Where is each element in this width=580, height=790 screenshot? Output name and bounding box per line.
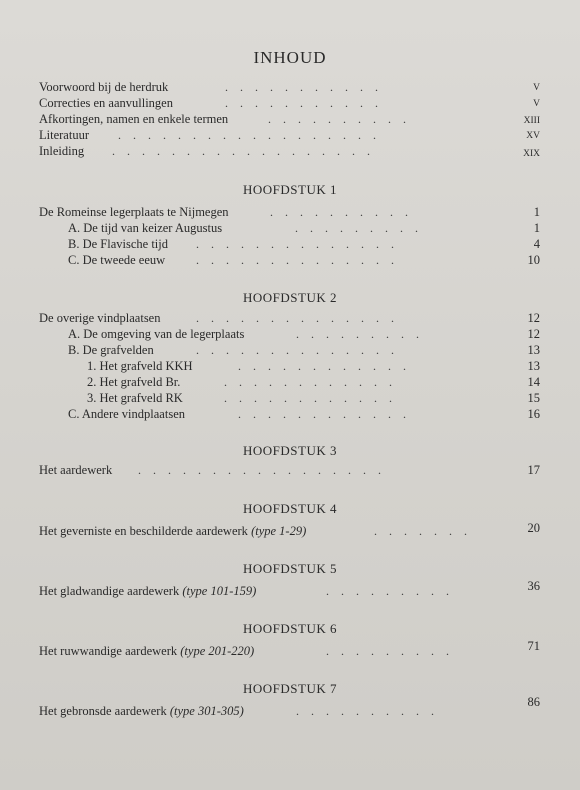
- leader-dots: . . . . . . . . . .: [296, 704, 434, 718]
- leader-dots: . . . . . . . . .: [295, 221, 418, 235]
- chapter-heading-6: HOOFDSTUK 6: [243, 621, 337, 636]
- toc-entry: [0, 463, 580, 481]
- leader-dots: . . . . . . . . . . .: [225, 80, 378, 94]
- leader-dots: . . . . . . . . . . . . . . . . . .: [118, 128, 376, 142]
- leader-dots: . . . . . . . . . . . . . .: [196, 343, 394, 357]
- toc-entry-page: 36: [527, 579, 540, 593]
- chapter-heading-4: HOOFDSTUK 4: [243, 501, 337, 516]
- toc-entry-page: V: [533, 83, 540, 93]
- leader-dots: . . . . . . . . . .: [268, 112, 406, 126]
- page-title: INHOUD: [253, 48, 327, 67]
- toc-entry-page: 17: [527, 463, 540, 477]
- leader-dots: . . . . . . . . . . . .: [238, 407, 406, 421]
- toc-entry-label: C. De tweede eeuw: [68, 253, 166, 267]
- chapter-heading-7: HOOFDSTUK 7: [243, 681, 337, 696]
- toc-entry-label: [39, 704, 244, 719]
- leader-dots: . . . . . . . . . . .: [225, 96, 378, 110]
- toc-entry-page: 13: [527, 343, 540, 357]
- toc-entry-title: Het gebronsde aardewerk: [39, 704, 167, 718]
- toc-entry: [0, 579, 580, 602]
- toc-entry-title: Het geverniste en beschilderde aardewerk: [39, 524, 248, 538]
- toc-entry-label: B. De Flavische tijd: [68, 237, 168, 251]
- toc-entry-page: 1: [533, 221, 540, 235]
- toc-entry: [0, 639, 580, 662]
- toc-entry-introduction: [0, 144, 580, 162]
- chapter-heading-3: HOOFDSTUK 3: [243, 443, 337, 458]
- toc-entry-page: 16: [527, 407, 540, 421]
- toc-entry-label: C. Andere vindplaatsen: [68, 407, 185, 421]
- toc-entry-label: Het aardewerk: [39, 463, 113, 477]
- toc-entry-title: Het ruwwandige aardewerk: [39, 644, 178, 658]
- toc-entry-label: Inleiding: [39, 144, 85, 158]
- toc-entry-label: Correcties en aanvullingen: [39, 96, 173, 110]
- toc-entry-page: 1: [533, 205, 540, 219]
- toc-entry-page: 4: [533, 237, 540, 251]
- chapter-heading-2: HOOFDSTUK 2: [243, 290, 337, 305]
- toc-entry-page: 71: [527, 639, 540, 653]
- toc-entry-label: [39, 524, 306, 539]
- leader-dots: . . . . . . . . . . . .: [238, 359, 406, 373]
- toc-entry-page: 12: [527, 327, 540, 341]
- toc-entry-title: Het gladwandige aardewerk: [39, 584, 180, 598]
- toc-entry: [0, 521, 580, 542]
- toc-entry-label: [39, 584, 256, 599]
- toc-entry-label: 2. Het grafveld Br.: [87, 375, 181, 389]
- toc-entry-type-range: (type 301-305): [169, 704, 244, 718]
- toc-entry: [0, 695, 580, 722]
- toc-entry-label: Literatuur: [39, 128, 89, 142]
- toc-entry-page: 20: [527, 521, 540, 535]
- toc-entry-label: [39, 644, 254, 659]
- chapter-heading-5: HOOFDSTUK 5: [243, 561, 337, 576]
- toc-entry-page: 13: [527, 359, 540, 373]
- toc-entry-page: 12: [527, 311, 540, 325]
- toc-entry-label: 1. Het grafveld KKH: [87, 359, 193, 373]
- leader-dots: . . . . . . . . . . . . . .: [196, 237, 394, 251]
- leader-dots: . . . . . . . . . . . . . . . . . .: [112, 144, 370, 158]
- toc-entry-label: Voorwoord bij de herdruk: [39, 80, 169, 94]
- toc-entry-page: V: [533, 99, 540, 109]
- leader-dots: . . . . . . . . .: [326, 584, 449, 598]
- toc-entry-page: 15: [527, 391, 540, 405]
- toc-entry-page: XIX: [523, 149, 540, 159]
- leader-dots: . . . . . . . . . . . . . .: [196, 311, 394, 325]
- toc-entry: [0, 407, 580, 425]
- toc-entry-type-range: (type 101-159): [182, 584, 257, 598]
- toc-entry-page: 86: [527, 695, 540, 709]
- leader-dots: . . . . . . . . . . . .: [224, 391, 392, 405]
- toc-entry-type-range: (type 1-29): [251, 524, 307, 538]
- toc-entry-label: B. De grafvelden: [68, 343, 154, 357]
- toc-entry: [0, 253, 580, 271]
- leader-dots: . . . . . . . . . .: [270, 205, 408, 219]
- toc-entry-label: De Romeinse legerplaats te Nijmegen: [39, 205, 229, 219]
- leader-dots: . . . . . . .: [374, 524, 467, 538]
- toc-entry-label: Afkortingen, namen en enkele termen: [39, 112, 229, 126]
- leader-dots: . . . . . . . . .: [296, 327, 419, 341]
- toc-entry-page: XIII: [523, 116, 540, 126]
- leader-dots: . . . . . . . . .: [326, 644, 449, 658]
- toc-entry-page: XV: [526, 131, 540, 141]
- toc-entry-page: 14: [527, 375, 540, 389]
- chapter-heading-1: HOOFDSTUK 1: [243, 182, 337, 197]
- toc-entry-page: 10: [527, 253, 540, 267]
- toc-entry-type-range: (type 201-220): [180, 644, 255, 658]
- toc-entry-label: De overige vindplaatsen: [39, 311, 161, 325]
- leader-dots: . . . . . . . . . . . . . .: [196, 253, 394, 267]
- toc-entry-label: 3. Het grafveld RK: [87, 391, 183, 405]
- leader-dots: . . . . . . . . . . . . . . . . .: [138, 463, 381, 477]
- toc-entry-label: A. De tijd van keizer Augustus: [68, 221, 223, 235]
- leader-dots: . . . . . . . . . . . .: [224, 375, 392, 389]
- toc-entry-label: A. De omgeving van de legerplaats: [68, 327, 245, 341]
